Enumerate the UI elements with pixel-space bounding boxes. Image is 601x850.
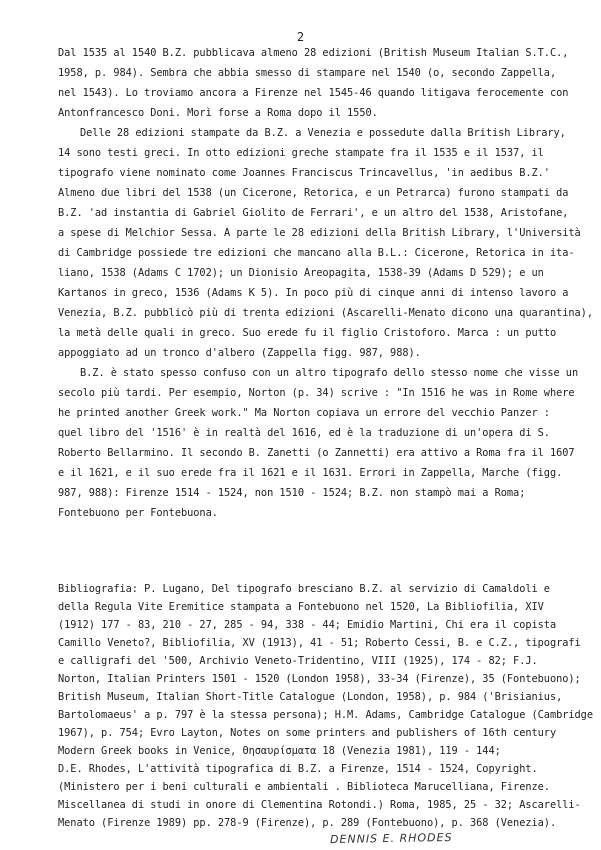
body-line: appoggiato ad un tronco d'albero (Zappella figg. 987, 988).	[58, 347, 421, 359]
body-line: 14 sono testi greci. In otto edizioni greche stampate fra il 1535 e il 1537, il	[58, 147, 544, 159]
body-line: he printed another Greek work." Ma Norton copiava un errore del vecchio Panzer :	[58, 407, 550, 419]
body-line: B.Z. è stato spesso confuso con un altro tipografo dello stesso nome che visse un	[80, 367, 579, 379]
bibliography-line: e calligrafi del '500, Archivio Veneto-Tridentino, VIII (1925), 174 - 82; F.J.	[58, 655, 538, 667]
bibliography-line: Norton, Italian Printers 1501 - 1520 (London 1958), 33-34 (Firenze), 35 (Fontebuono);	[58, 673, 581, 685]
bibliography-line: D.E. Rhodes, L'attività tipografica di B.Z. a Firenze, 1514 - 1524, Copyright.	[58, 763, 538, 775]
body-line: Fontebuono per Fontebuona.	[58, 507, 218, 519]
bibliography-line: 1967), p. 754; Evro Layton, Notes on some printers and publishers of 16th century	[58, 727, 557, 739]
bibliography-line: (1912) 177 - 83, 210 - 27, 285 - 94, 338 - 44; Emidio Martini, Chi era il copista	[58, 619, 557, 631]
body-line: a spese di Melchior Sessa. A parte le 28 edizioni della British Library, l'Università	[58, 227, 581, 239]
body-line: Dal 1535 al 1540 B.Z. pubblicava almeno 28 edizioni (British Museum Italian S.T.C.,	[58, 47, 569, 59]
body-line: nel 1543). Lo troviamo ancora a Firenze nel 1545-46 quando litigava ferocemente con	[58, 87, 569, 99]
body-line: 987, 988): Firenze 1514 - 1524, non 1510 - 1524; B.Z. non stampò mai a Roma;	[58, 487, 526, 499]
body-line: 1958, p. 984). Sembra che abbia smesso di stampare nel 1540 (o, secondo Zappella,	[58, 67, 557, 79]
handwritten-signature: DENNIS E. RHODES	[329, 830, 453, 847]
bibliography-line: (Ministero per i beni culturali e ambientali . Biblioteca Marucelliana, Firenze.	[58, 781, 550, 793]
bibliography-line: Menato (Firenze 1989) pp. 278-9 (Firenze), p. 289 (Fontebuono), p. 368 (Venezia).	[58, 817, 557, 829]
body-line: Venezia, B.Z. pubblicò più di trenta edizioni (Ascarelli-Menato dicono una quarantina),	[58, 307, 593, 319]
body-line: secolo più tardi. Per esempio, Norton (p. 34) scrive : "In 1516 he was in Rome where	[58, 387, 575, 399]
body-line: Kartanos in greco, 1536 (Adams K 5). In poco più di cinque anni di intenso lavoro a	[58, 287, 569, 299]
body-line: Antonfrancesco Doni. Morì forse a Roma dopo il 1550.	[58, 107, 378, 119]
bibliography-line: Bibliografia: P. Lugano, Del tipografo bresciano B.Z. al servizio di Camaldoli e	[58, 583, 550, 595]
bibliography-line: Camillo Veneto?, Bibliofilia, XV (1913), 41 - 51; Roberto Cessi, B. e C.Z., tipografi	[58, 637, 581, 649]
body-line: la metà delle quali in greco. Suo erede fu il figlio Cristoforo. Marca : un putto	[58, 327, 557, 339]
body-line: liano, 1538 (Adams C 1702); un Dionisio Areopagita, 1538-39 (Adams D 529); e un	[58, 267, 544, 279]
body-line: tipografo viene nominato come Joannes Franciscus Trincavellus, 'in aedibus B.Z.'	[58, 167, 550, 179]
bibliography-line: della Regula Vite Eremitice stampata a Fontebuono nel 1520, La Bibliofilia, XIV	[58, 601, 544, 613]
body-line: quel libro del '1516' è in realtà del 1616, ed è la traduzione di un'opera di S.	[58, 427, 550, 439]
body-line: B.Z. 'ad instantia di Gabriel Giolito de Ferrari', e un altro del 1538, Aristofane,	[58, 207, 569, 219]
page-number: 2	[296, 30, 305, 44]
bibliography-line: Bartolomaeus' a p. 797 è la stessa persona); H.M. Adams, Cambridge Catalogue (Cambridge	[58, 709, 593, 721]
body-line: di Cambridge possiede tre edizioni che mancano alla B.L.: Cicerone, Retorica in ita-	[58, 247, 575, 259]
body-line: Roberto Bellarmino. Il secondo B. Zanetti (o Zannetti) era attivo a Roma fra il 1607	[58, 447, 575, 459]
body-line: e il 1621, e il suo erede fra il 1621 e il 1631. Errori in Zappella, Marche (figg.	[58, 467, 563, 479]
bibliography-line: Modern Greek books in Venice, Θησαυρίσματα 18 (Venezia 1981), 119 - 144;	[58, 745, 501, 757]
body-line: Almeno due libri del 1538 (un Cicerone, Retorica, e un Petrarca) furono stampati da	[58, 187, 569, 199]
body-line: Delle 28 edizioni stampate da B.Z. a Venezia e possedute dalla British Library,	[80, 127, 566, 139]
bibliography-line: Miscellanea di studi in onore di Clementina Rotondi.) Roma, 1985, 25 - 32; Ascarelli-	[58, 799, 581, 811]
bibliography-line: British Museum, Italian Short-Title Catalogue (London, 1958), p. 984 ('Brisianius,	[58, 691, 563, 703]
